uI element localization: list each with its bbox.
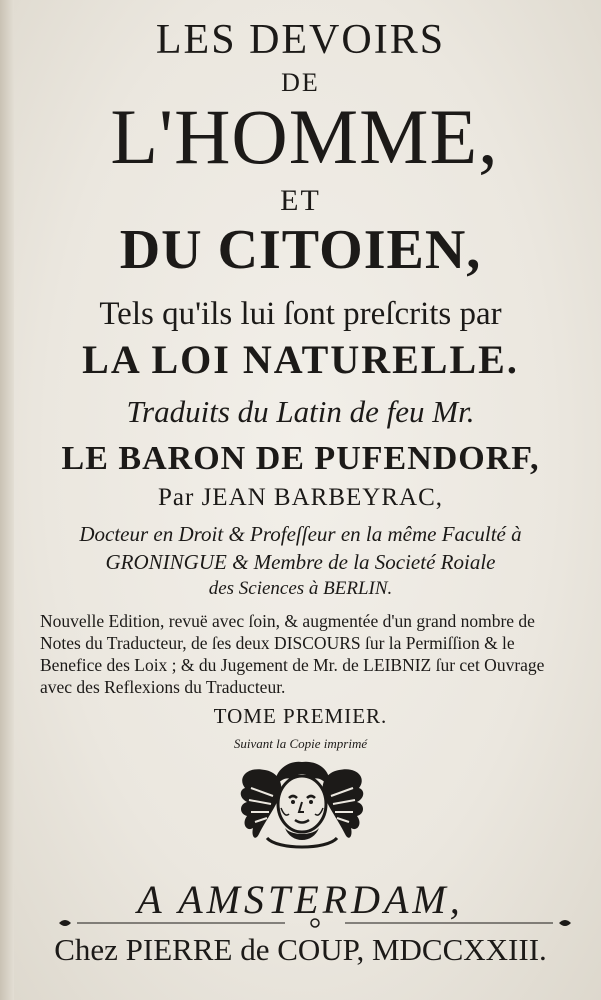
ornamental-rule-icon (55, 916, 575, 930)
imprint-line: Chez PIERRE de COUP, MDCCXXIII. (54, 932, 547, 967)
translator-title-3: des Sciences à BERLIN. (208, 578, 393, 599)
translator-title-2: GRONINGUE & Membre de la Societé Roiale (105, 550, 496, 574)
subtitle-law: LA LOI NATURELLE. (82, 337, 519, 382)
printer-note: Suivant la Copie imprimé (233, 736, 368, 751)
translator-title-1: Docteur en Droit & Profeſſeur en la même Faculté à (79, 522, 522, 546)
title-line-5: DU CITOIEN, (119, 219, 482, 281)
translation-note: Traduits du Latin de feu Mr. (126, 394, 475, 429)
volume-label: TOME PREMIER. (213, 704, 388, 728)
edition-note: Nouvelle Edition, revuë avec ſoin, & augmentée d'un grand nombre de Notes du Traducteur, de ſes deux DISCOURS ſur la Permiſſion & le Benefice des Loix ; & du Jugement de Mr. de LEIBNIZ ſur cet Ouvrage avec des Reflexions du Traducteur. (40, 611, 545, 697)
subtitle-line: Tels qu'ils lui ſont preſcrits par (99, 296, 502, 332)
title-line-2: DE (281, 68, 320, 97)
title-line-3: L'HOMME, (110, 93, 499, 180)
title-line-1: LES DEVOIRS (155, 17, 446, 63)
author-name: LE BARON DE PUFENDORF, (61, 440, 540, 477)
translator-name: Par JEAN BARBEYRAC, (158, 484, 443, 511)
cherub-head-woodcut-icon (237, 758, 367, 854)
place-of-publication: A AMSTERDAM, (137, 877, 464, 922)
title-line-4: ET (280, 184, 321, 217)
